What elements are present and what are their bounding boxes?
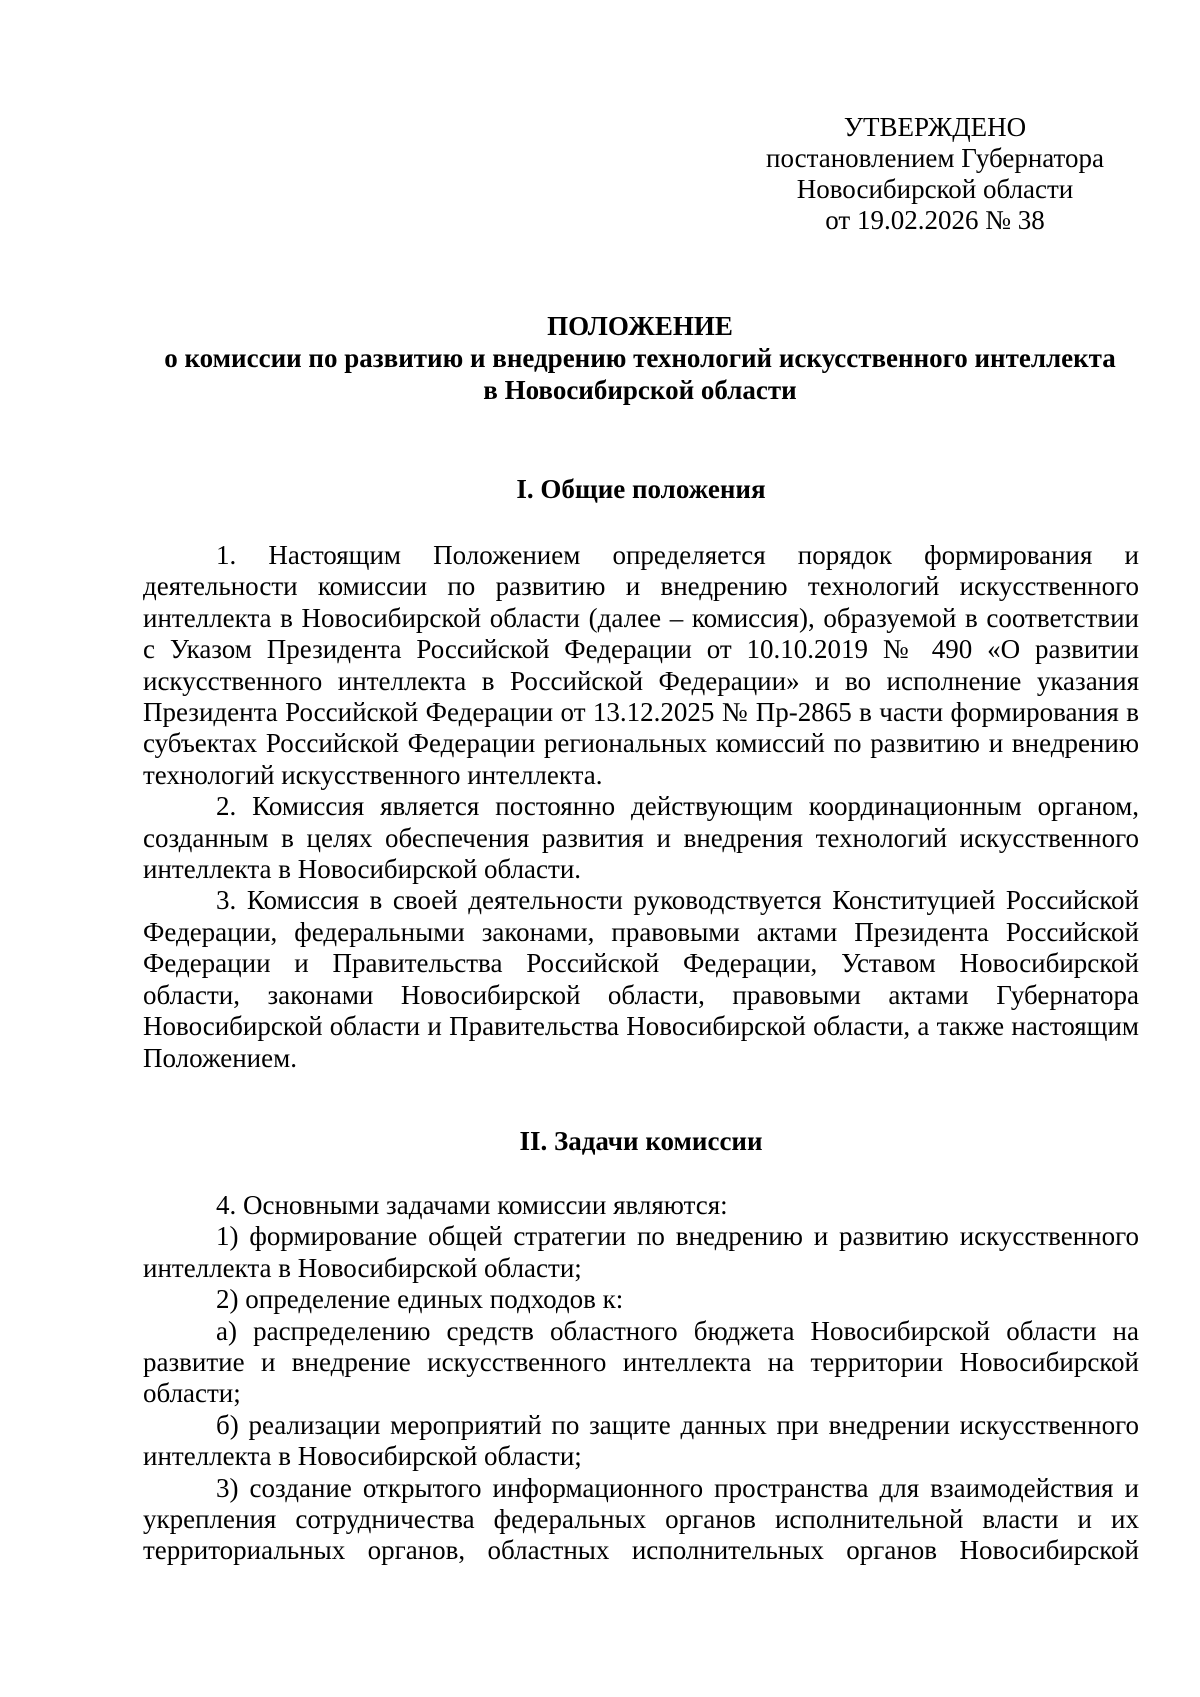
paragraph-4-item-2a: а) распределению средств областного бюджета Новосибирской области на развитие и внедрение искусственного интеллекта на территории Новосибирской области;: [143, 1315, 1139, 1409]
approval-date-number: от 19.02.2026 № 38: [825, 205, 1045, 235]
approval-region: Новосибирской области: [796, 174, 1074, 204]
paragraph-4-item-2: 2) определение единых подходов к:: [216, 1284, 624, 1315]
section1-body: [143, 540, 1139, 1074]
paragraph-2: 2. Комиссия является постоянно действующим координационным органом, созданным в целях обеспечения развития и внедрения технологий искусственного интеллекта в Новосибирской области.: [143, 791, 1139, 885]
title-heading: ПОЛОЖЕНИЕ: [547, 311, 733, 341]
approval-authority: постановлением Губернатора: [766, 143, 1104, 173]
paragraph-1: 1. Настоящим Положением определяется порядок формирования и деятельности комиссии по развитию и внедрению технологий искусственного интеллекта в Новосибирской области (далее – комиссия), образуемой в соответствии с Указом Президента Российской Федерации от 10.10.2019 № 490 «О развитии искусственного интеллекта в Российской Федерации» и во исполнение указания Президента Российской Федерации от 13.12.2025 № Пр-2865 в части формирования в субъектах Российской Федерации региональных комиссий по развитию и внедрению технологий искусственного интеллекта.: [143, 540, 1139, 790]
document-title: [140, 310, 1140, 406]
title-subtitle-line2: в Новосибирской области: [483, 375, 797, 405]
paragraph-4-item-3: 3) создание открытого информационного пространства для взаимодействия и укрепления сотрудничества федеральных органов исполнительной власти и их территориальных органов, областных исполнительных органов Новосибирской: [143, 1472, 1139, 1566]
paragraph-4: 4. Основными задачами комиссии являются:: [216, 1190, 728, 1220]
paragraph-3: 3. Комиссия в своей деятельности руководствуется Конституцией Российской Федерации, федеральными законами, правовыми актами Президента Российской Федерации и Правительства Российской Федерации, Уставом Новосибирской области, законами Новосибирской области, правовыми актами Губернатора Новосибирской области и Правительства Новосибирской области, а также настоящим Положением.: [143, 885, 1139, 1073]
title-subtitle-line1: о комиссии по развитию и внедрению технологий искусственного интеллекта: [164, 343, 1116, 373]
section2-heading: II. Задачи комиссии: [519, 1126, 763, 1156]
approval-stamp: [760, 112, 1110, 236]
section1-heading: I. Общие положения: [516, 474, 766, 504]
approval-label: УТВЕРЖДЕНО: [843, 112, 1027, 142]
section2-body: [143, 1190, 1139, 1567]
paragraph-4-item-1: 1) формирование общей стратегии по внедрению и развитию искусственного интеллекта в Новосибирской области;: [143, 1221, 1139, 1283]
paragraph-4-item-2b: б) реализации мероприятий по защите данных при внедрении искусственного интеллекта в Новосибирской области;: [143, 1409, 1139, 1472]
